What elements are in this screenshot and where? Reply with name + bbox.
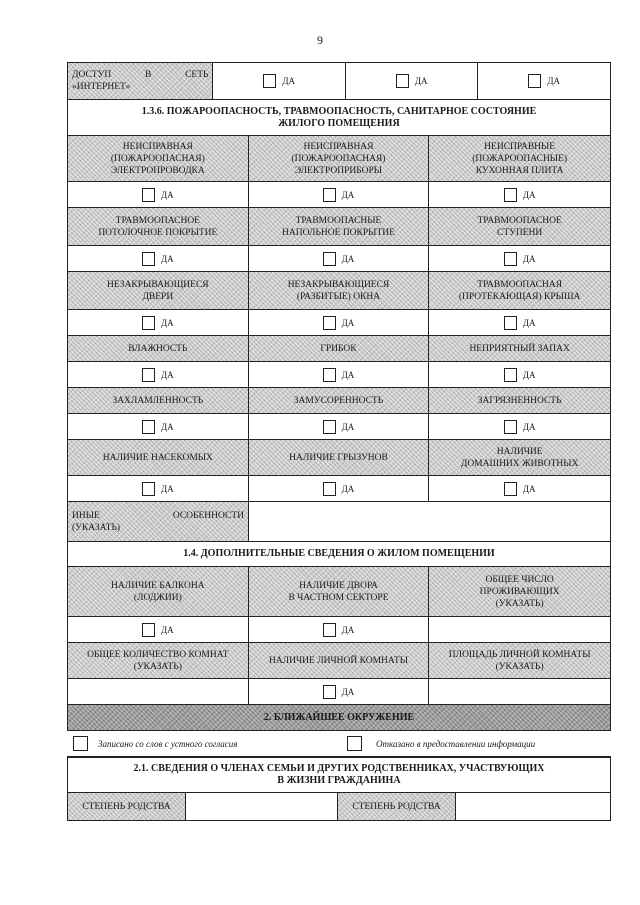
- section-21-title: [68, 758, 610, 792]
- option-label: ДА: [161, 624, 174, 635]
- hazard-check-row: [67, 310, 611, 336]
- checkbox[interactable]: [323, 188, 336, 202]
- hazard-check[interactable]: [68, 246, 249, 271]
- label-line: КУХОННАЯ ПЛИТА: [475, 165, 564, 176]
- label-line: НАЛИЧИЕ БАЛКОНА: [111, 580, 205, 591]
- hazard-label-row: [67, 440, 611, 476]
- hazard-label: [249, 136, 430, 181]
- own-room-check[interactable]: [249, 679, 430, 704]
- kinship-row: [67, 793, 611, 821]
- checkbox[interactable]: [504, 482, 517, 496]
- hazard-label: [68, 208, 249, 245]
- section-136-row: [67, 100, 611, 136]
- hazard-check-row: [67, 246, 611, 272]
- option-label: ДА: [161, 483, 174, 494]
- option-label: ДА: [547, 76, 561, 86]
- option-label: ДА: [341, 686, 355, 697]
- residents-count-label: [429, 567, 610, 616]
- hazard-check-row: [67, 182, 611, 208]
- label-line: ГРИБОК: [320, 343, 357, 354]
- hazard-check[interactable]: [249, 414, 430, 439]
- label-line: НЕЗАКРЫВАЮЩИЕСЯ: [107, 279, 209, 290]
- hazard-check-row: [67, 476, 611, 502]
- label-line: НЕИСПРАВНЫЕ: [484, 141, 556, 152]
- option-label: ДА: [341, 421, 355, 432]
- consent-option-1[interactable]: [67, 731, 337, 756]
- hazard-check[interactable]: [68, 310, 249, 335]
- label-line: ТРАВМООПАСНАЯ: [477, 279, 563, 290]
- label-line: (УКАЗАТЬ): [495, 661, 544, 672]
- hazard-check[interactable]: [249, 246, 430, 271]
- consent-label: Записано со слов с устного согласия: [98, 738, 238, 749]
- label-line: ЗАМУСОРЕННОСТЬ: [293, 395, 384, 406]
- own-room-label: НАЛИЧИЕ ЛИЧНОЙ КОМНАТЫ: [249, 643, 430, 678]
- own-room-area-field[interactable]: [429, 679, 610, 704]
- hazard-label: [249, 208, 430, 245]
- label-line: НЕПРИЯТНЫЙ ЗАПАХ: [469, 343, 570, 354]
- hazard-check-row: [67, 362, 611, 388]
- option-label: ДА: [161, 421, 174, 432]
- hazard-label: [429, 136, 610, 181]
- checkbox[interactable]: [323, 316, 336, 330]
- hazard-label: [429, 208, 610, 245]
- checkbox[interactable]: [347, 736, 362, 751]
- label-line: НЕИСПРАВНАЯ: [122, 141, 193, 152]
- label-line: НАЛИЧИЕ НАСЕКОМЫХ: [102, 452, 213, 463]
- label-line: (РАЗБИТЫЕ) ОКНА: [296, 291, 381, 302]
- checkbox[interactable]: [323, 420, 336, 434]
- hazard-check[interactable]: [429, 476, 610, 501]
- checkbox[interactable]: [504, 368, 517, 382]
- label-line: ОБЩЕЕ ЧИСЛО: [485, 574, 554, 585]
- section-21-row: [67, 757, 611, 793]
- section-2-title: 2. БЛИЖАЙШЕЕ ОКРУЖЕНИЕ: [68, 705, 610, 730]
- hazard-label: [68, 388, 249, 413]
- label-line: ТРАВМООПАСНЫЕ: [295, 215, 382, 226]
- section-title-line: ЖИЛОГО ПОМЕЩЕНИЯ: [278, 117, 400, 129]
- section-title-line: 1.3.6. ПОЖАРООПАСНОСТЬ, ТРАВМООПАСНОСТЬ, САНИТАРНОЕ СОСТОЯНИЕ: [141, 105, 537, 117]
- label-line: (ПОЖАРООПАСНЫЕ): [472, 153, 568, 164]
- internet-word: ДОСТУП: [72, 70, 112, 80]
- other-features-label: [68, 502, 249, 541]
- checkbox[interactable]: [323, 368, 336, 382]
- checkbox[interactable]: [396, 74, 409, 88]
- hazard-label: [68, 272, 249, 309]
- option-label: ДА: [522, 369, 536, 380]
- other-features-line1: ИНЫЕ ОСОБЕННОСТИ: [72, 510, 244, 521]
- page-number: 9: [317, 33, 323, 47]
- kinship-label-1: СТЕПЕНЬ РОДСТВА: [68, 793, 186, 820]
- hazard-label: [429, 336, 610, 361]
- other-features-line2: (УКАЗАТЬ): [72, 522, 121, 533]
- option-label: ДА: [341, 624, 355, 635]
- hazard-check[interactable]: [68, 476, 249, 501]
- label-line: ДВЕРИ: [142, 291, 174, 302]
- hazard-label-row: [67, 136, 611, 182]
- hazard-check-row: [67, 414, 611, 440]
- option-label: ДА: [522, 421, 536, 432]
- kinship-field-1[interactable]: [186, 793, 338, 820]
- option-label: ДА: [414, 76, 428, 86]
- checkbox[interactable]: [504, 316, 517, 330]
- internet-option-3[interactable]: [478, 63, 610, 99]
- consent-row: [67, 731, 611, 757]
- other-features-field[interactable]: [249, 502, 610, 541]
- checkbox[interactable]: [323, 623, 336, 637]
- label-line: ЭЛЕКТРОПРИБОРЫ: [294, 165, 383, 176]
- checkbox[interactable]: [323, 685, 336, 699]
- label-line: НАПОЛЬНОЕ ПОКРЫТИЕ: [282, 227, 395, 238]
- option-label: ДА: [341, 189, 355, 200]
- checkbox[interactable]: [142, 316, 155, 330]
- hazard-check[interactable]: [68, 182, 249, 207]
- hazard-check[interactable]: [68, 362, 249, 387]
- checkbox[interactable]: [263, 74, 276, 88]
- hazard-label-row: [67, 208, 611, 246]
- label-line: ДОМАШНИХ ЖИВОТНЫХ: [460, 458, 579, 469]
- label-line: ЗАГРЯЗНЕННОСТЬ: [477, 395, 562, 406]
- hazard-label: [68, 136, 249, 181]
- label-line: ЗАХЛАМЛЕННОСТЬ: [112, 395, 204, 406]
- hazard-label: [429, 440, 610, 475]
- checkbox[interactable]: [323, 252, 336, 266]
- label-line: ЭЛЕКТРОПРОВОДКА: [110, 165, 205, 176]
- hazard-label: [249, 272, 430, 309]
- label-line: ПЛОЩАДЬ ЛИЧНОЙ КОМНАТЫ: [448, 649, 591, 660]
- hazard-check[interactable]: [429, 310, 610, 335]
- hazard-check[interactable]: [429, 182, 610, 207]
- checkbox[interactable]: [142, 188, 155, 202]
- balcony-check[interactable]: [68, 617, 249, 642]
- internet-label-line2: «ИНТЕРНЕТ»: [72, 82, 131, 92]
- extra-row-1-labels: [67, 567, 611, 617]
- label-line: ПРОЖИВАЮЩИХ: [479, 586, 560, 597]
- label-line: НЕЗАКРЫВАЮЩИЕСЯ: [287, 279, 390, 290]
- kinship-label-2: СТЕПЕНЬ РОДСТВА: [338, 793, 456, 820]
- checkbox[interactable]: [504, 188, 517, 202]
- label-line: НАЛИЧИЕ: [496, 446, 543, 457]
- rooms-count-label: [68, 643, 249, 678]
- hazard-label-row: [67, 388, 611, 414]
- hazard-label: [249, 440, 430, 475]
- option-label: ДА: [282, 76, 296, 86]
- option-label: ДА: [161, 189, 174, 200]
- internet-label-line1: [72, 69, 208, 81]
- label-line: СТУПЕНИ: [497, 227, 543, 238]
- label-line: НАЛИЧИЕ ДВОРА: [299, 580, 378, 591]
- hazard-label: [68, 440, 249, 475]
- hazard-check[interactable]: [249, 310, 430, 335]
- section-136-title: [68, 100, 610, 135]
- hazard-check[interactable]: [249, 476, 430, 501]
- checkbox[interactable]: [528, 74, 541, 88]
- label-line: ПОТОЛОЧНОЕ ПОКРЫТИЕ: [98, 227, 218, 238]
- option-label: ДА: [341, 253, 355, 264]
- label-line: (УКАЗАТЬ): [495, 598, 544, 609]
- yard-label: [249, 567, 430, 616]
- section-title-line: 2.1. СВЕДЕНИЯ О ЧЛЕНАХ СЕМЬИ И ДРУГИХ РОДСТВЕННИКАХ, УЧАСТВУЮЩИХ: [133, 763, 545, 774]
- option-label: ДА: [341, 317, 355, 328]
- label-line: (ПОЖАРООПАСНАЯ): [291, 153, 386, 164]
- hazard-grid: [67, 136, 611, 502]
- hazard-label-row: [67, 272, 611, 310]
- internet-option-1[interactable]: [213, 63, 346, 99]
- section-2-row: [67, 705, 611, 731]
- internet-word: В: [144, 70, 152, 80]
- option-label: ДА: [161, 369, 174, 380]
- label-line: В ЧАСТНОМ СЕКТОРЕ: [288, 592, 389, 603]
- own-room-area-label: [429, 643, 610, 678]
- hazard-check[interactable]: [249, 182, 430, 207]
- consent-label: Отказано в предоставлении информации: [376, 738, 536, 749]
- label-line: ТРАВМООПАСНОЕ: [477, 215, 562, 226]
- other-features-row: [67, 502, 611, 542]
- hazard-label: [249, 388, 430, 413]
- hazard-label-row: [67, 336, 611, 362]
- internet-label: [68, 63, 213, 99]
- option-label: ДА: [161, 253, 174, 264]
- option-label: ДА: [161, 317, 174, 328]
- internet-option-2[interactable]: [346, 63, 479, 99]
- label-line: ВЛАЖНОСТЬ: [128, 343, 188, 354]
- checkbox[interactable]: [504, 252, 517, 266]
- internet-row: [67, 62, 611, 100]
- hazard-check[interactable]: [68, 414, 249, 439]
- checkbox[interactable]: [142, 482, 155, 496]
- label-line: ОБЩЕЕ КОЛИЧЕСТВО КОМНАТ: [87, 649, 229, 660]
- label-line: (ЛОДЖИИ): [133, 592, 182, 603]
- label-line: ТРАВМООПАСНОЕ: [115, 215, 200, 226]
- rooms-count-field[interactable]: [68, 679, 249, 704]
- option-label: ДА: [341, 483, 355, 494]
- option-label: ДА: [522, 317, 536, 328]
- hazard-check[interactable]: [429, 414, 610, 439]
- section-14-row: [67, 542, 611, 567]
- hazard-label: [249, 336, 430, 361]
- extra-row-2-checks: [67, 679, 611, 705]
- yard-check[interactable]: [249, 617, 430, 642]
- hazard-check[interactable]: [429, 362, 610, 387]
- label-line: НАЛИЧИЕ ГРЫЗУНОВ: [289, 452, 388, 463]
- label-line: (ПОЖАРООПАСНАЯ): [110, 153, 205, 164]
- option-label: ДА: [522, 253, 536, 264]
- internet-word: СЕТЬ: [185, 70, 209, 80]
- extra-row-1-checks: [67, 617, 611, 643]
- section-title-line: В ЖИЗНИ ГРАЖДАНИНА: [277, 775, 401, 786]
- option-label: ДА: [522, 483, 536, 494]
- hazard-check[interactable]: [249, 362, 430, 387]
- extra-row-2-labels: [67, 643, 611, 679]
- option-label: ДА: [341, 369, 355, 380]
- hazard-label: [429, 388, 610, 413]
- consent-option-2[interactable]: [337, 731, 611, 756]
- checkbox[interactable]: [142, 420, 155, 434]
- residents-count-field[interactable]: [429, 617, 610, 642]
- hazard-label: [68, 336, 249, 361]
- checkbox[interactable]: [142, 252, 155, 266]
- hazard-check[interactable]: [429, 246, 610, 271]
- kinship-field-2[interactable]: [456, 793, 610, 820]
- hazard-label: [429, 272, 610, 309]
- balcony-label: [68, 567, 249, 616]
- checkbox[interactable]: [504, 420, 517, 434]
- label-line: (УКАЗАТЬ): [133, 661, 182, 672]
- label-line: (ПРОТЕКАЮЩАЯ) КРЫША: [458, 291, 581, 302]
- label-line: НЕИСПРАВНАЯ: [303, 141, 374, 152]
- checkbox[interactable]: [142, 368, 155, 382]
- section-14-title: 1.4. ДОПОЛНИТЕЛЬНЫЕ СВЕДЕНИЯ О ЖИЛОМ ПОМЕЩЕНИИ: [183, 548, 495, 559]
- option-label: ДА: [522, 189, 536, 200]
- checkbox[interactable]: [73, 736, 88, 751]
- checkbox[interactable]: [142, 623, 155, 637]
- checkbox[interactable]: [323, 482, 336, 496]
- housing-form: [67, 62, 611, 821]
